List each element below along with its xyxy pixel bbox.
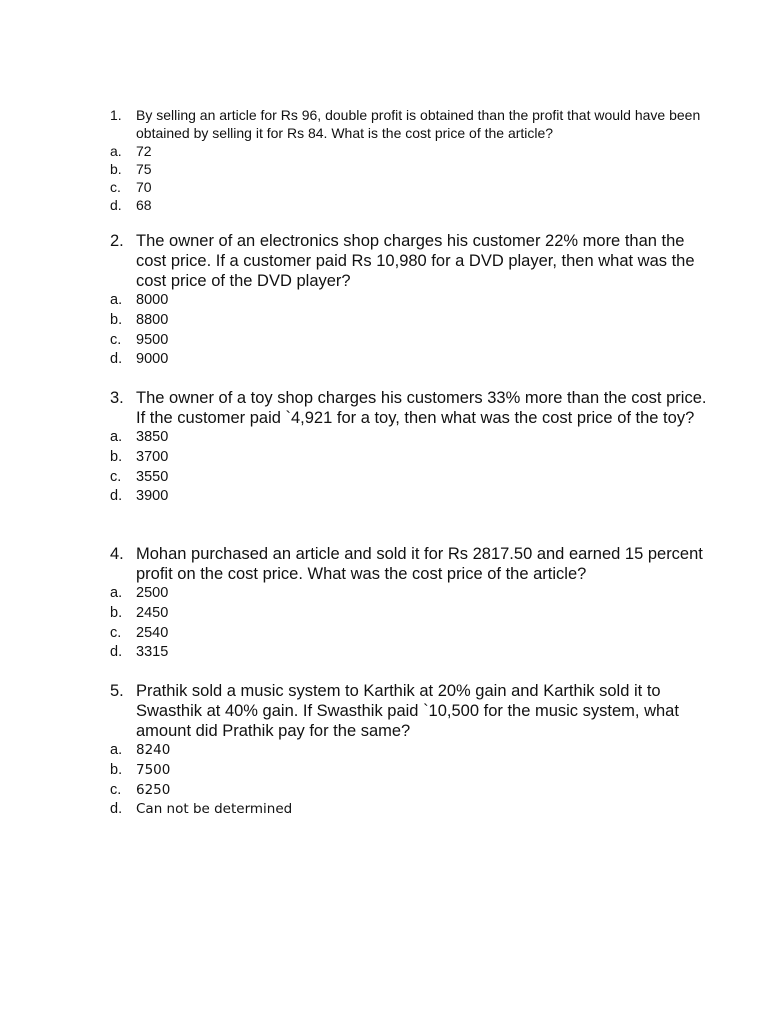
question-text: Mohan purchased an article and sold it for Rs 2817.50 and earned 15 percent profit on the cost price. What was the cost price of the article? [136, 545, 703, 583]
option-b [110, 448, 710, 468]
option-c [110, 468, 710, 488]
option-letter: a. [110, 429, 123, 445]
option-d [110, 196, 710, 214]
option-c [110, 331, 710, 351]
option-letter: a. [110, 292, 123, 308]
question-5 [110, 681, 710, 820]
option-text: 3700 [136, 448, 169, 465]
option-a [110, 428, 710, 448]
option-letter: b. [110, 161, 122, 177]
option-text: 8000 [136, 292, 169, 308]
option-text: 8240 [136, 742, 171, 758]
option-a [110, 741, 710, 761]
option-d [110, 800, 710, 820]
option-c [110, 624, 710, 644]
option-letter: d. [110, 488, 123, 505]
question-3-stem [110, 388, 710, 428]
option-letter: a. [110, 143, 122, 159]
option-a [110, 142, 710, 160]
option-text: 2500 [136, 585, 169, 601]
question-1 [110, 106, 710, 214]
option-letter: b. [110, 311, 123, 328]
question-3 [110, 388, 710, 507]
option-text: 6250 [136, 781, 171, 798]
question-text: The owner of an electronics shop charges his customer 22% more than the cost price. If a customer paid Rs 10,980 for a DVD player, then what was the cost price of the DVD player? [136, 232, 695, 290]
option-a [110, 584, 710, 604]
option-b [110, 761, 710, 781]
option-d [110, 487, 710, 507]
option-b [110, 604, 710, 624]
option-letter: b. [110, 761, 123, 778]
option-text: 3550 [136, 468, 169, 485]
option-b [110, 160, 710, 178]
option-letter: d. [110, 197, 122, 213]
option-a [110, 291, 710, 311]
option-letter: d. [110, 801, 123, 818]
option-letter: b. [110, 448, 123, 465]
question-1-stem [110, 106, 710, 142]
question-number: 4. [110, 545, 124, 563]
question-number: 2. [110, 232, 124, 250]
question-4 [110, 544, 710, 663]
option-letter: c. [110, 468, 122, 485]
question-5-stem [110, 681, 710, 741]
option-text: 3850 [136, 429, 169, 445]
question-text: Prathik sold a music system to Karthik at 20% gain and Karthik sold it to Swasthik at 40% gain. If Swasthik paid `10,500 for the music system, what amount did Prathik pay for the same? [136, 682, 679, 740]
option-text: 7500 [136, 761, 171, 778]
question-2-stem [110, 231, 710, 291]
question-2 [110, 231, 710, 370]
option-d [110, 643, 710, 663]
option-letter: c. [110, 331, 122, 348]
option-text: 2540 [136, 624, 169, 641]
option-d [110, 350, 710, 370]
option-b [110, 311, 710, 331]
option-text: Can not be determined [136, 801, 293, 818]
option-letter: c. [110, 624, 122, 641]
question-number: 1. [110, 107, 122, 123]
option-text: 70 [136, 179, 152, 195]
option-letter: a. [110, 585, 123, 601]
question-text: By selling an article for Rs 96, double profit is obtained than the profit that would have been obtained by selling it for Rs 84. What is the cost price of the article? [136, 107, 701, 141]
option-text: 8800 [136, 311, 169, 328]
option-letter: d. [110, 644, 123, 661]
option-letter: b. [110, 604, 123, 621]
option-letter: a. [110, 742, 123, 758]
option-c [110, 781, 710, 801]
option-text: 3900 [136, 488, 169, 505]
question-number: 5. [110, 682, 124, 700]
option-c [110, 178, 710, 196]
question-text: The owner of a toy shop charges his customers 33% more than the cost price. If the customer paid `4,921 for a toy, then what was the cost price of the toy? [136, 389, 707, 427]
option-text: 2450 [136, 604, 169, 621]
option-text: 68 [136, 197, 152, 213]
option-text: 75 [136, 161, 152, 177]
question-4-stem [110, 544, 710, 584]
option-letter: d. [110, 351, 123, 368]
option-text: 9000 [136, 351, 169, 368]
option-letter: c. [110, 179, 121, 195]
question-number: 3. [110, 389, 124, 407]
option-letter: c. [110, 781, 122, 798]
option-text: 72 [136, 143, 152, 159]
option-text: 9500 [136, 331, 169, 348]
option-text: 3315 [136, 644, 169, 661]
